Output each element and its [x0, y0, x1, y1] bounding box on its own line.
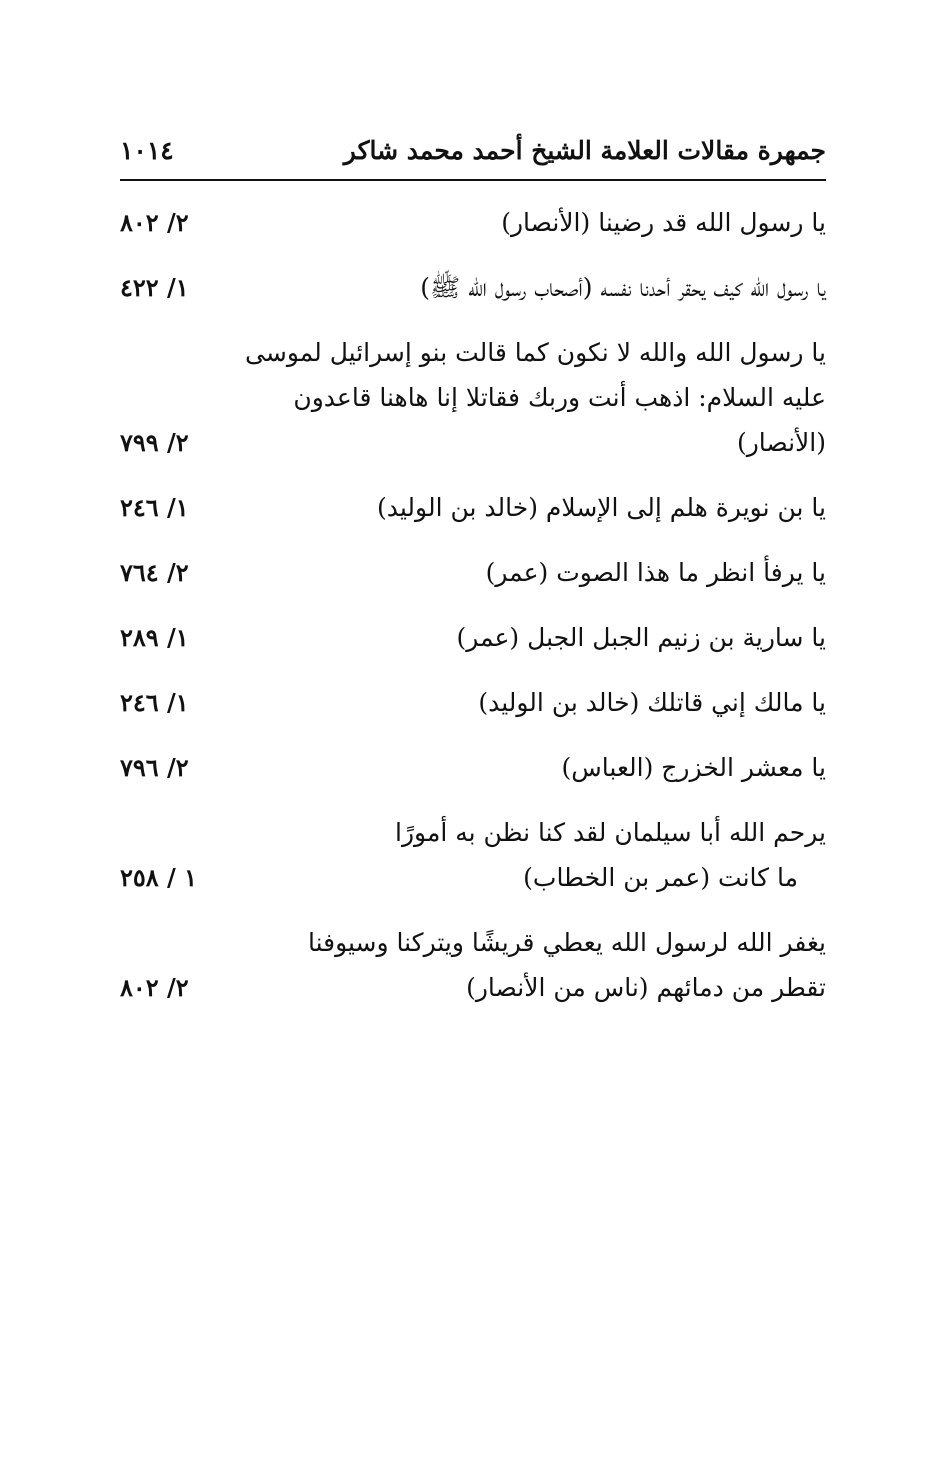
entry-reference: ١/ ٢٨٩	[120, 623, 189, 652]
index-entry	[120, 550, 826, 595]
entry-line: تقطر من دمائهم (ناس من الأنصار)	[466, 973, 826, 1002]
entry-line: يا رسول الله كيف يحقر أحدنا نفسه (أصحاب رسول الله ﷺ)	[420, 273, 826, 302]
entry-text	[230, 330, 826, 465]
entry-reference: ١/ ٢٤٦	[120, 688, 189, 717]
entry-line: ما كانت (عمر بن الخطاب)	[523, 863, 798, 892]
entry-line: يا رسول الله والله لا نكون كما قالت بنو إسرائيل لموسى	[245, 338, 826, 367]
entry-reference: ١ / ٢٥٨	[120, 863, 198, 892]
index-entry	[120, 615, 826, 660]
index-entry	[120, 330, 826, 465]
page-header	[120, 128, 826, 174]
entry-text	[230, 745, 826, 790]
index-entry	[120, 265, 826, 310]
entry-reference: ٢/ ٧٩٩	[120, 428, 189, 457]
entry-line: يرحم الله أبا سيلمان لقد كنا نظن به أمورًا	[395, 818, 826, 847]
entry-line: يا سارية بن زنيم الجبل الجبل (عمر)	[456, 623, 826, 652]
entry-reference: ١/ ٢٤٦	[120, 493, 189, 522]
page-number: ١٠١٤	[120, 136, 174, 165]
entry-text	[230, 550, 826, 595]
entry-text	[230, 810, 826, 900]
entry-reference: ١/ ٤٢٢	[120, 273, 189, 302]
entry-text	[230, 615, 826, 660]
index-entry	[120, 810, 826, 900]
entry-line: يا يرفأ انظر ما هذا الصوت (عمر)	[485, 558, 826, 587]
entry-reference: ٢/ ٨٠٢	[120, 208, 189, 237]
header-divider	[120, 179, 826, 181]
entry-text	[230, 265, 826, 310]
index-entry	[120, 680, 826, 725]
entry-text	[230, 920, 826, 1010]
entry-line: يا مالك إني قاتلك (خالد بن الوليد)	[478, 688, 826, 717]
entry-text	[230, 200, 826, 245]
entry-text	[230, 680, 826, 725]
entry-line: يا رسول الله قد رضينا (الأنصار)	[501, 208, 826, 237]
entry-text	[230, 485, 826, 530]
index-entry	[120, 200, 826, 245]
entry-line: يا معشر الخزرج (العباس)	[561, 753, 826, 782]
entry-line: يا بن نويرة هلم إلى الإسلام (خالد بن الوليد)	[377, 493, 826, 522]
entry-line: عليه السلام: اذهب أنت وربك فقاتلا إنا هاهنا قاعدون (الأنصار)	[293, 383, 826, 457]
index-entry	[120, 485, 826, 530]
quotation-index-list	[120, 200, 826, 1030]
index-entry	[120, 920, 826, 1010]
entry-reference: ٢/ ٧٦٤	[120, 558, 189, 587]
running-title: جمهرة مقالات العلامة الشيخ أحمد محمد شاكر	[343, 136, 826, 165]
entry-line: يغفر الله لرسول الله يعطي قريشًا ويتركنا وسيوفنا	[307, 928, 826, 957]
entry-reference: ٢/ ٨٠٢	[120, 973, 189, 1002]
entry-reference: ٢/ ٧٩٦	[120, 753, 189, 782]
index-entry	[120, 745, 826, 790]
